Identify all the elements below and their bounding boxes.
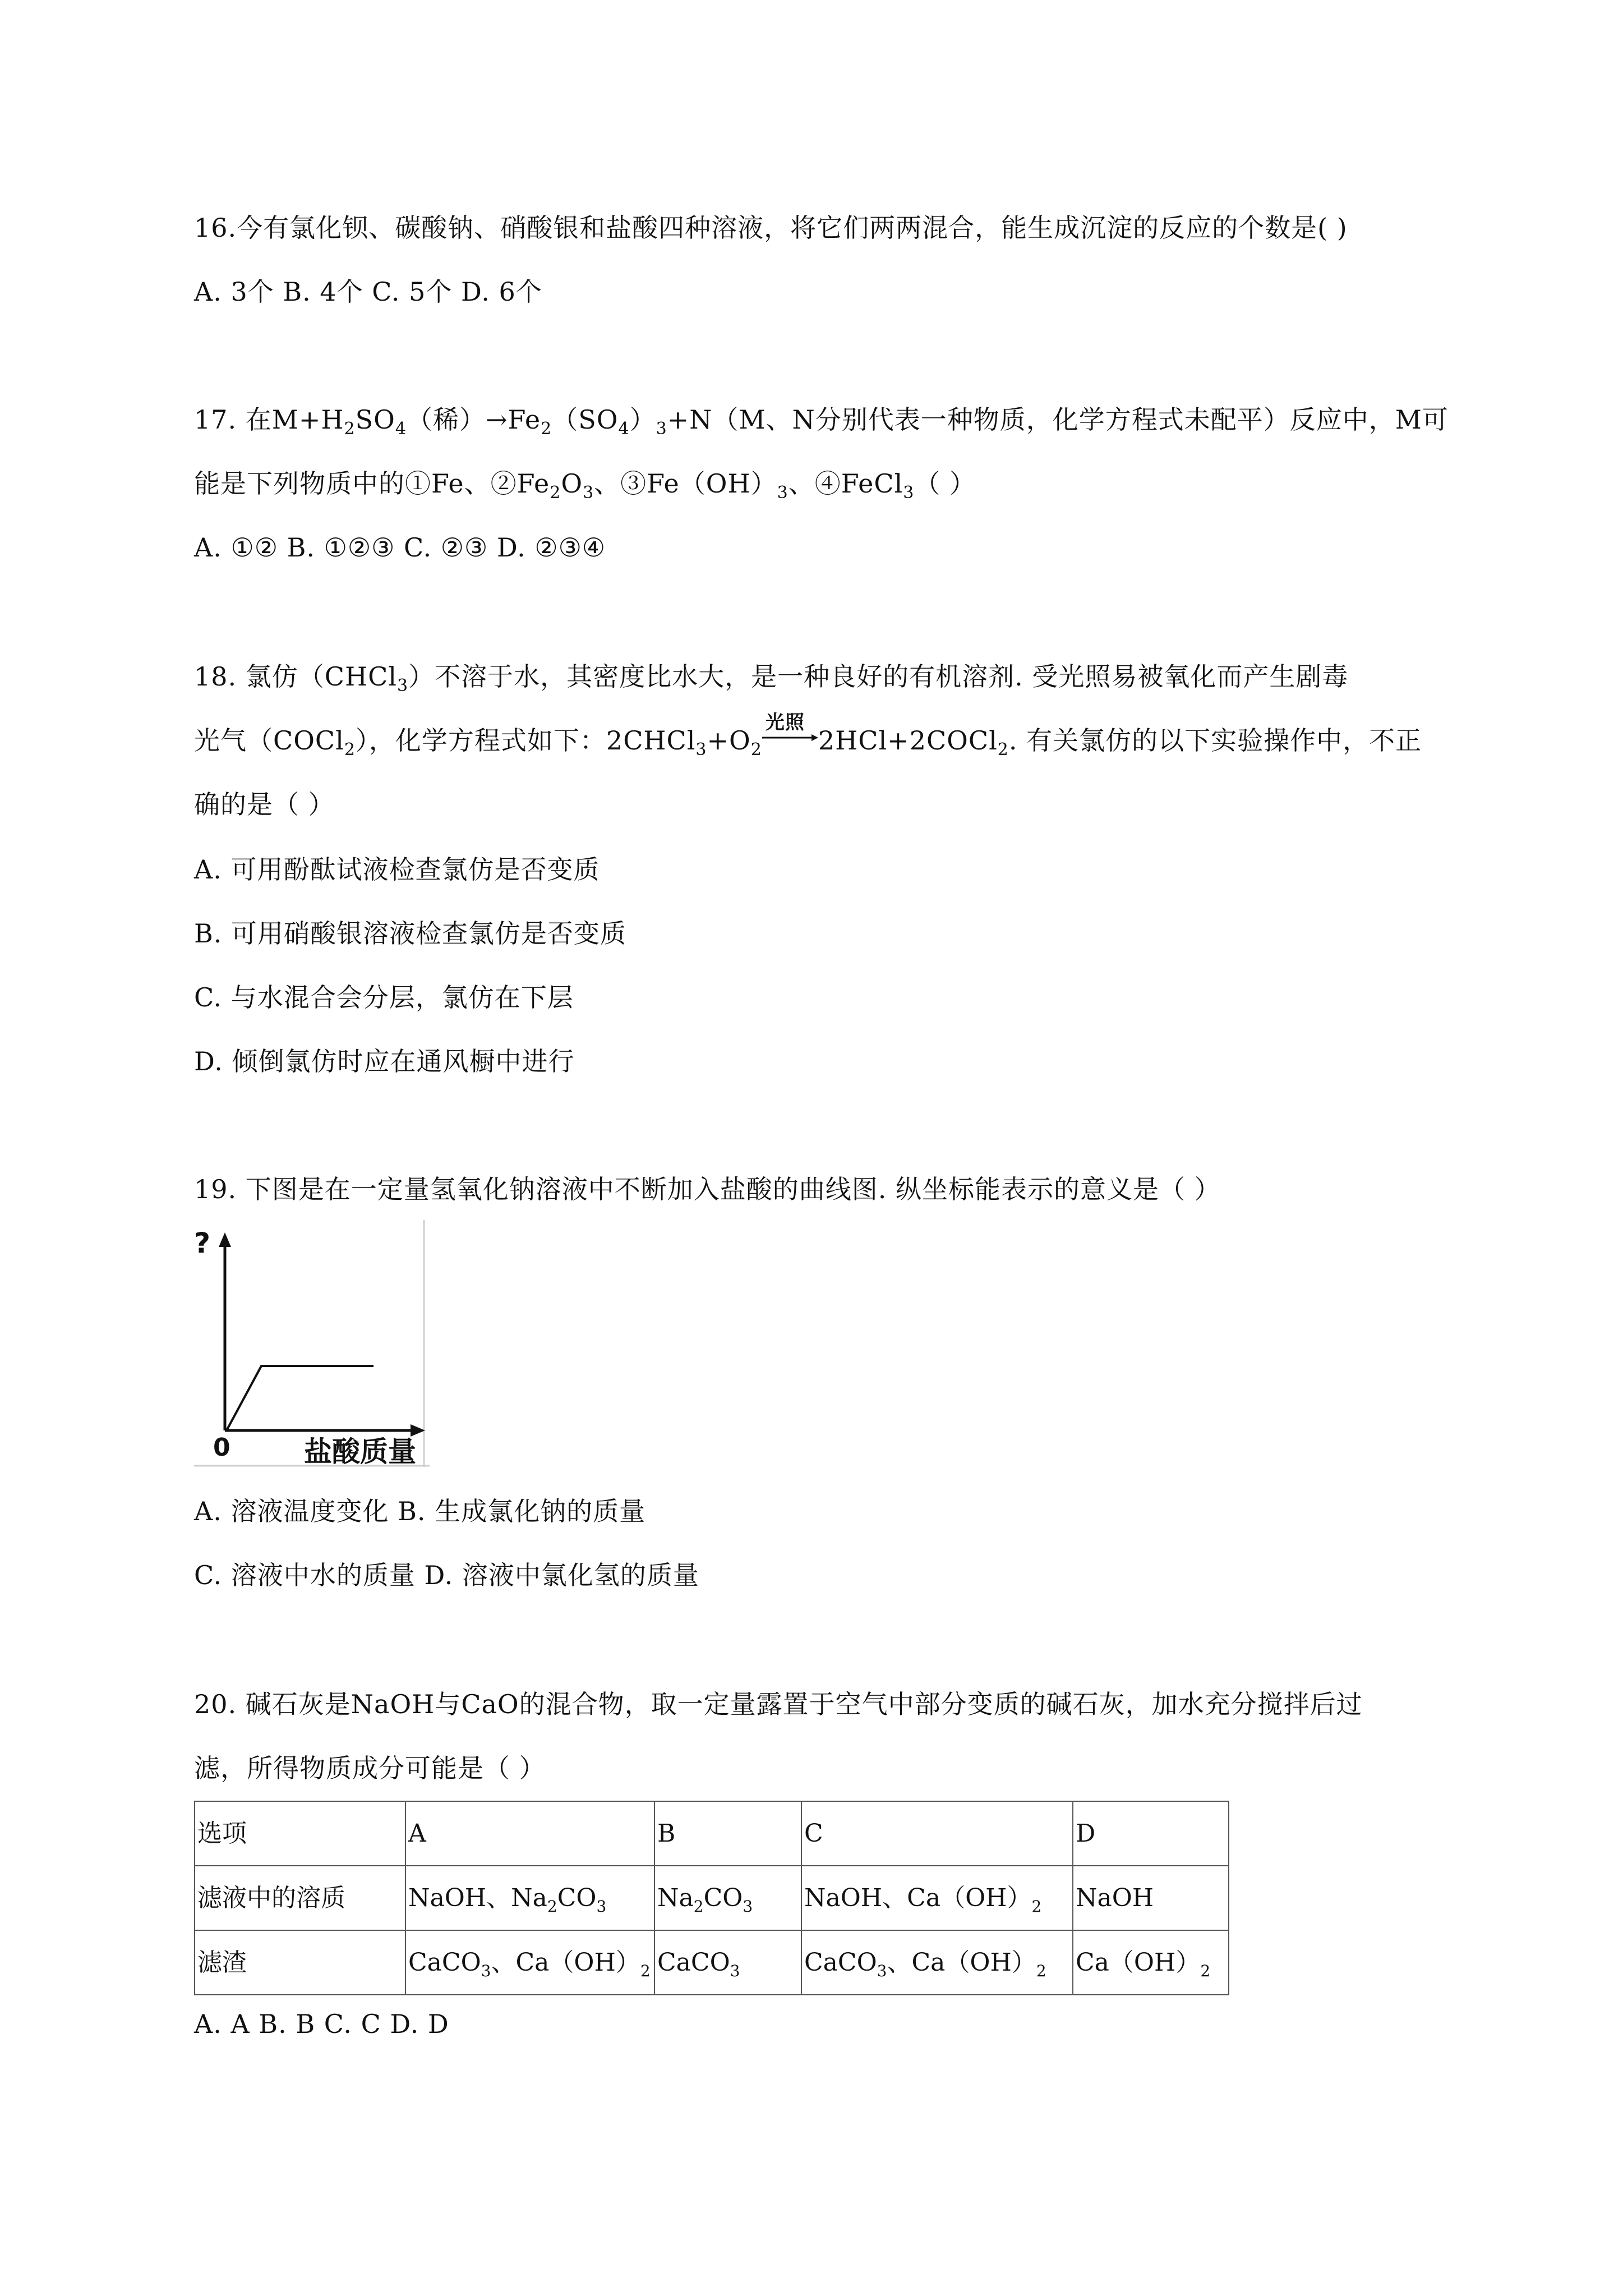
table-cell: C: [801, 1801, 1073, 1866]
reaction-arrow: [762, 711, 818, 752]
q16-stem: 16.今有氯化钡、碳酸钠、硝酸银和盐酸四种溶液，将它们两两混合，能生成沉淀的反应的个数是( ): [194, 213, 1348, 243]
table-cell: CaCO$_3$、$Ca(OH)_2$: [801, 1930, 1073, 1995]
q18-stem-line2: 光气（COCl$_2$），化学方程式如下：$2CHCl_3+O_2$ 光照 2HCl+2COCl$_2$. 有关氯仿的以下实验操作中，不正: [194, 725, 1450, 756]
q19-stem: 19. 下图是在一定量氢氧化钠溶液中不断加入盐酸的曲线图. 纵坐标能表示的意义是（ ）: [194, 1174, 1221, 1204]
q20-options: A. A B. B C. C D. D: [194, 2009, 449, 2039]
q18-option-d: D. 倾倒氯仿时应在通风橱中进行: [194, 1046, 575, 1076]
table-cell: NaOH、$Ca(OH)_2$: [801, 1866, 1073, 1930]
q20-stem-line2: 滤，所得物质成分可能是（ ）: [194, 1753, 546, 1783]
q19-options-cd: C. 溶液中水的质量 D. 溶液中氯化氢的质量: [194, 1560, 699, 1590]
q18-option-c: C. 与水混合会分层，氯仿在下层: [194, 982, 574, 1013]
table-cell: B: [654, 1801, 801, 1866]
table-cell: NaOH、$Na_2CO_3$: [405, 1866, 654, 1930]
table-cell: D: [1073, 1801, 1229, 1866]
q20-options-table: [194, 1801, 1229, 1995]
q19-graph: [194, 1220, 430, 1467]
q18-option-a: A. 可用酚酞试液检查氯仿是否变质: [194, 854, 600, 885]
table-cell: CaCO$_3$: [654, 1930, 801, 1995]
q18-stem-line3: 确的是（ ）: [194, 789, 335, 820]
q19-options-ab: A. 溶液温度变化 B. 生成氯化钠的质量: [194, 1496, 646, 1526]
table-cell: 滤液中的溶质: [195, 1866, 405, 1930]
q17-stem-line2: 能是下列物质中的①Fe、$②Fe_2O_3$、$③Fe(OH)_3$、④FeCl$_3$（ ）: [194, 468, 976, 503]
reaction-condition: 光照: [765, 711, 805, 734]
table-cell: 选项: [195, 1801, 405, 1866]
q18-stem-line1: 18. 氯仿（CHCl$_3$）不溶于水，其密度比水大，是一种良好的有机溶剂. 受光照易被氧化而产生剧毒: [194, 661, 1349, 696]
q20-stem-line1: 20. 碱石灰是NaOH与CaO的混合物，取一定量露置于空气中部分变质的碱石灰，加水充分搅拌后过: [194, 1689, 1363, 1719]
graph-x-label: 盐酸质量: [304, 1435, 416, 1467]
table-cell: $Na_2CO_3$: [654, 1866, 801, 1930]
table-cell: A: [405, 1801, 654, 1866]
table-cell: NaOH: [1073, 1866, 1229, 1930]
long-arrow-icon: [762, 734, 818, 742]
q18-option-b: B. 可用硝酸银溶液检查氯仿是否变质: [194, 918, 627, 949]
table-cell: 滤渣: [195, 1930, 405, 1995]
q17-stem-line1: 17. 在$M+H_2SO_4$（稀）$\to Fe_2(SO_4)_3+N(M$、N分别代表一种物质，化学方程式未配平）反应中，M可: [194, 404, 1449, 439]
table-row: [195, 1866, 1229, 1930]
q19-curve-figure: [194, 1220, 430, 1467]
q17-options: A. ①② B. ①②③ C. ②③ D. ②③④: [194, 532, 606, 563]
table-cell: CaCO$_3$、$Ca(OH)_2$: [405, 1930, 654, 1995]
q16-options: A. 3个 B. 4个 C. 5个 D. 6个: [194, 277, 542, 307]
graph-y-label: ?: [194, 1227, 211, 1259]
table-row: [195, 1801, 1229, 1866]
table-row: [195, 1930, 1229, 1995]
table-cell: $Ca(OH)_2$: [1073, 1930, 1229, 1995]
graph-origin-label: 0: [213, 1433, 230, 1462]
